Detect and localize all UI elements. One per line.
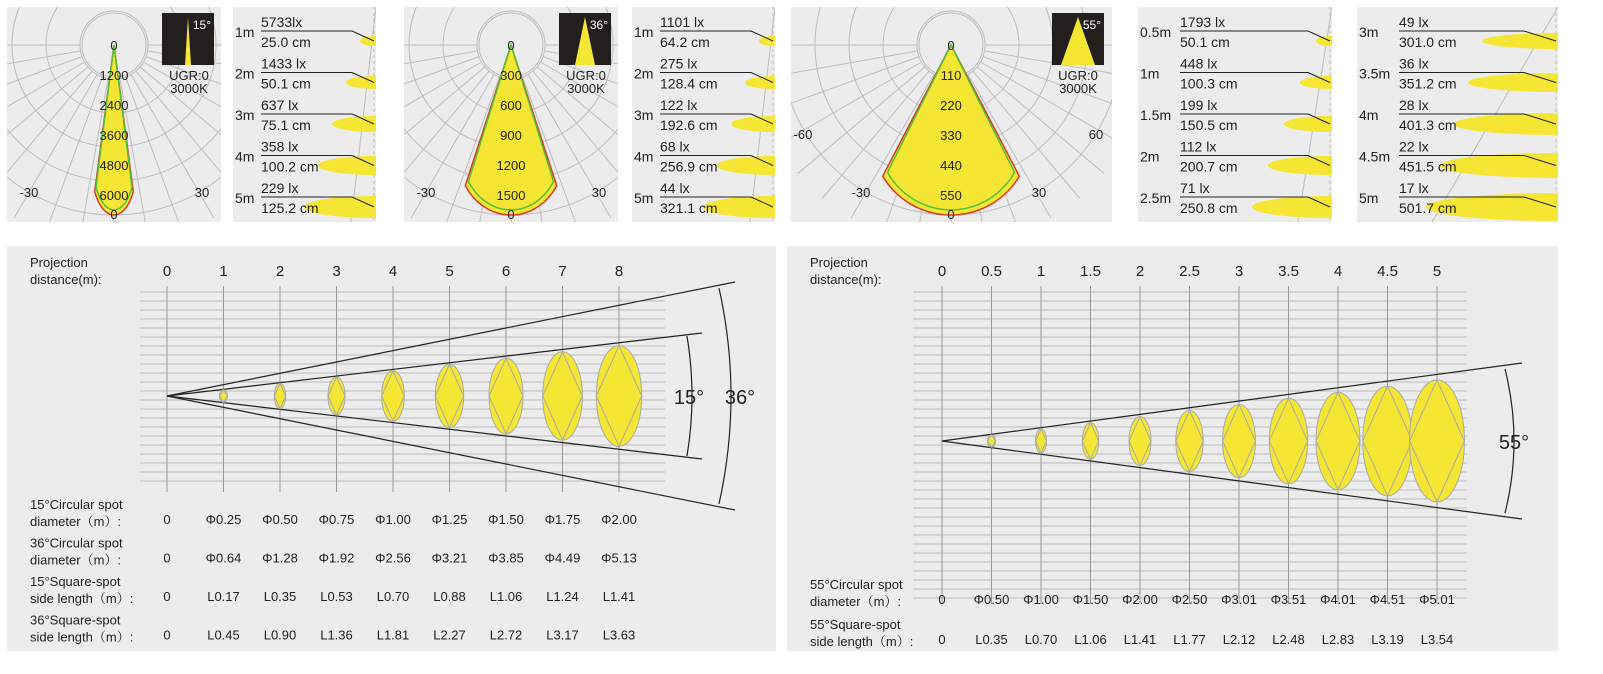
angle-label: 15° (673, 387, 705, 409)
row-value: Φ3.01 (1221, 592, 1257, 607)
polar-radial-tick: 550 (940, 188, 962, 203)
polar-radial-tick: 1500 (496, 188, 526, 203)
polar-bottom-label: 0 (110, 207, 118, 222)
lux-value: 358 lx (261, 138, 299, 155)
distance-label: 2m (1140, 148, 1160, 165)
ugr-label: UGR:0 (566, 68, 606, 83)
polar-spoke (7, 62, 85, 145)
distance-label: 5m (634, 190, 654, 206)
row-value: Φ5.13 (601, 550, 637, 566)
lux-value: 448 lx (1180, 55, 1218, 72)
spot-diameter-value: 451.5 cm (1399, 158, 1457, 175)
row-value: Φ2.56 (375, 550, 411, 566)
lux-value: 36 lx (1399, 55, 1429, 72)
row-value: Φ1.50 (1072, 592, 1109, 607)
row-value: Φ5.01 (1419, 592, 1455, 607)
row-value: L1.77 (1173, 632, 1206, 647)
row-label: 36°Circular spot (30, 535, 123, 551)
spot-diameter-value: 321.1 cm (660, 200, 718, 216)
lux-value: 44 lx (660, 180, 690, 196)
row-label: 55°Circular spot (810, 577, 903, 592)
distance-label: 2m (634, 65, 654, 82)
row-value: L1.41 (602, 589, 636, 604)
polar-angle-label: 30 (591, 185, 607, 200)
spot-diameter-value: 25.0 cm (261, 34, 311, 50)
polar-bottom-label: 0 (507, 207, 515, 222)
polar-center-label: 0 (947, 38, 955, 53)
row-value: Φ1.00 (1023, 592, 1059, 607)
row-value: L0.53 (320, 589, 353, 604)
polar-radial-tick: 1200 (496, 158, 526, 173)
row-value: Φ0.50 (262, 512, 298, 527)
projection-label: Projection (810, 255, 868, 270)
row-value: L0.35 (975, 632, 1008, 647)
row-value: Φ0.64 (205, 550, 242, 566)
row-value: Φ3.51 (1270, 592, 1307, 607)
spot-ellipse (1454, 113, 1558, 135)
row-label: 15°Square-spot (30, 574, 121, 589)
row-value: Φ0.25 (205, 512, 242, 527)
distance-tick: 2 (1135, 263, 1145, 280)
spot-diameter-value: 501.7 cm (1399, 200, 1457, 216)
spot-ellipse (1252, 196, 1332, 218)
row-value: Φ1.25 (431, 512, 468, 527)
lux-value: 229 lx (261, 180, 299, 196)
distance-tick: 3.5 (1278, 263, 1299, 280)
polar-radial-tick: 1200 (99, 68, 129, 83)
distance-tick: 0 (162, 263, 172, 280)
distance-label: 1m (235, 24, 255, 40)
distance-tick: 0.5 (981, 263, 1002, 280)
row-value: 0 (938, 592, 946, 607)
row-value: L2.48 (1272, 632, 1305, 647)
spot-ellipse (1284, 116, 1332, 132)
polar-spoke (404, 51, 478, 80)
row-value: 0 (163, 627, 171, 643)
lux-value: 22 lx (1399, 138, 1429, 155)
polar-center-label: 0 (507, 38, 515, 53)
distance-tick: 3 (1234, 263, 1244, 280)
spot-ellipse (1268, 156, 1332, 175)
distance-label: 1.5m (1140, 107, 1172, 123)
polar-radial-tick: 6000 (99, 188, 129, 203)
row-label: side length（m）: (810, 634, 914, 649)
distance-tick: 1 (219, 263, 228, 280)
distance-tick: 2.5 (1179, 263, 1200, 280)
row-value: Φ4.51 (1369, 592, 1406, 607)
row-value: L3.63 (602, 627, 636, 643)
lux-value: 1433 lx (261, 55, 307, 72)
row-value: Φ2.00 (1122, 592, 1158, 607)
row-value: Φ4.01 (1320, 592, 1356, 607)
row-value: L0.70 (1024, 632, 1058, 647)
lux-value: 49 lx (1399, 14, 1429, 30)
distance-label: 5m (235, 190, 255, 206)
row-value: L1.06 (489, 589, 523, 604)
distance-label: 3m (1359, 24, 1379, 40)
spot-diameter-value: 100.3 cm (1180, 75, 1238, 92)
beam-badge-label: 55° (1082, 18, 1101, 32)
spot-diameter-value: 250.8 cm (1180, 200, 1238, 216)
spot-diameter-value: 128.4 cm (660, 75, 718, 92)
row-value: Φ3.21 (431, 550, 468, 566)
lux-value: 17 lx (1399, 180, 1429, 196)
polar-spoke (7, 71, 92, 198)
projection-diagram-55 (787, 246, 1558, 651)
spot-ellipse (332, 116, 376, 132)
lux-value: 1793 lx (1180, 14, 1226, 30)
angle-label: 55° (1498, 432, 1530, 454)
polar-angle-label: 60 (1088, 127, 1104, 142)
distance-tick: 7 (558, 263, 567, 280)
polar-radial-tick: 110 (940, 68, 962, 83)
spot-diameter-value: 75.1 cm (261, 117, 311, 133)
row-value: Φ0.50 (973, 592, 1010, 607)
distance-label: 2m (235, 65, 255, 82)
lux-value: 122 lx (660, 97, 698, 113)
lux-value: 637 lx (261, 97, 299, 113)
polar-radial-tick: 3600 (99, 128, 129, 143)
row-value: Φ1.28 (262, 550, 298, 566)
projection-svg (787, 246, 1558, 651)
distance-label: 3.5m (1359, 65, 1391, 82)
spot-ellipse (717, 156, 775, 175)
spot-ellipse (1300, 76, 1332, 89)
lux-value: 275 lx (660, 55, 698, 72)
illuminance-table-svg (233, 7, 376, 222)
distance-label: 4m (634, 148, 654, 165)
polar-radial-tick: 300 (500, 68, 522, 83)
row-value: Φ3.85 (488, 550, 524, 566)
spot-ellipse (1482, 33, 1558, 49)
polar-angle-label: -60 (793, 127, 813, 142)
distance-tick: 5 (1432, 263, 1442, 280)
lux-value: 5733lx (261, 14, 303, 30)
spot-diameter-value: 200.7 cm (1180, 158, 1238, 175)
lux-value: 28 lx (1399, 97, 1429, 113)
lux-value: 71 lx (1180, 180, 1210, 196)
polar-angle-label: 30 (1031, 185, 1047, 200)
row-value: Φ2.50 (1171, 592, 1208, 607)
polar-spoke (7, 51, 81, 80)
row-value: Φ1.50 (488, 512, 524, 527)
illuminance-table-15 (233, 7, 376, 222)
row-value: L0.90 (263, 627, 297, 643)
row-label: 55°Square-spot (810, 617, 901, 632)
polar-spoke (791, 57, 919, 114)
row-value: L0.45 (207, 627, 240, 643)
row-label: diameter（m）: (30, 552, 122, 568)
polar-radial-tick: 900 (500, 128, 522, 143)
distance-tick: 4 (1333, 263, 1343, 280)
projection-label: distance(m): (810, 272, 882, 287)
row-value: 0 (163, 550, 171, 566)
spot-diameter-value: 50.1 cm (1180, 34, 1230, 50)
row-label: 36°Square-spot (30, 612, 121, 628)
projection-label: distance(m): (30, 272, 102, 287)
row-label: 15°Circular spot (30, 497, 123, 512)
projection-diagram-15-36 (7, 246, 776, 651)
row-value: Φ4.49 (544, 550, 581, 566)
distance-tick: 2 (275, 263, 285, 280)
spot-ellipse (1440, 153, 1558, 178)
spot-ellipse (731, 116, 775, 132)
distance-label: 5m (1359, 190, 1379, 206)
row-value: L3.54 (1420, 632, 1454, 647)
row-value: L0.17 (207, 589, 240, 604)
lux-value: 1101 lx (660, 14, 705, 30)
lux-value: 112 lx (1180, 138, 1217, 155)
row-value: 0 (938, 632, 946, 647)
cct-label: 3000K (567, 81, 605, 96)
illuminance-table-36 (632, 7, 775, 222)
row-value: Φ1.92 (318, 550, 355, 566)
distance-tick: 1 (1036, 263, 1046, 280)
distance-label: 3m (634, 107, 654, 123)
projection-svg (7, 246, 776, 651)
row-value: 0 (163, 589, 171, 604)
spot-ellipse (346, 76, 376, 89)
row-value: Φ1.75 (544, 512, 581, 527)
polar-bottom-label: 0 (947, 207, 955, 222)
row-value: L1.06 (1074, 632, 1107, 647)
polar-chart-svg (404, 7, 618, 222)
polar-spoke (404, 62, 482, 145)
lux-value: 199 lx (1180, 97, 1218, 113)
spot-diameter-value: 401.3 cm (1399, 117, 1457, 133)
distance-label: 2.5m (1140, 190, 1172, 206)
spot-ellipse (1468, 73, 1558, 92)
row-value: L1.24 (546, 589, 579, 604)
row-value: Φ1.00 (375, 512, 411, 527)
row-value: Φ2.00 (601, 512, 637, 527)
illuminance-table-55-far (1357, 7, 1558, 222)
distance-tick: 6 (501, 263, 511, 280)
distance-label: 4m (1359, 107, 1379, 123)
polar-radial-tick: 2400 (99, 98, 129, 113)
spot-ellipse (745, 76, 775, 89)
row-value: L1.41 (1123, 632, 1157, 647)
distance-tick: 3 (332, 263, 341, 280)
row-value: L2.83 (1321, 632, 1355, 647)
distance-tick: 5 (445, 263, 454, 280)
distance-label: 3m (235, 107, 255, 123)
polar-radial-tick: 220 (940, 98, 962, 113)
distance-tick: 0 (937, 263, 947, 280)
polar-center-label: 0 (110, 38, 118, 53)
row-label: side length（m）: (30, 591, 134, 606)
distance-label: 4.5m (1359, 148, 1391, 165)
polar-radial-tick: 440 (940, 158, 962, 173)
distance-tick: 4 (388, 263, 398, 280)
distance-tick: 4.5 (1377, 263, 1398, 280)
spot-diameter-value: 50.1 cm (261, 75, 311, 92)
spot-diameter-value: 100.2 cm (261, 158, 319, 175)
cct-label: 3000K (1059, 81, 1097, 96)
polar-chart-36 (404, 7, 618, 222)
angle-label: 36° (724, 387, 756, 409)
row-value: L3.19 (1371, 632, 1404, 647)
distance-label: 4m (235, 148, 255, 165)
row-value: L0.70 (376, 589, 410, 604)
row-value: L3.17 (546, 627, 579, 643)
row-value: L2.27 (433, 627, 466, 643)
beam-badge-label: 36° (589, 18, 608, 32)
polar-angle-label: -30 (19, 185, 39, 200)
distance-tick: 8 (614, 263, 624, 280)
distance-label: 1m (634, 24, 654, 40)
illuminance-table-svg (1138, 7, 1332, 222)
polar-angle-label: -30 (851, 185, 871, 200)
ugr-label: UGR:0 (1058, 68, 1098, 83)
row-value: L0.35 (263, 589, 297, 604)
row-value: L2.12 (1222, 632, 1256, 647)
polar-chart-15 (7, 7, 221, 222)
row-value: L2.72 (489, 627, 523, 643)
row-label: side length（m）: (30, 629, 134, 645)
spot-ellipse (318, 156, 376, 175)
polar-angle-label: 30 (194, 185, 210, 200)
ugr-label: UGR:0 (169, 68, 209, 83)
lux-value: 68 lx (660, 138, 690, 155)
row-value: 0 (163, 512, 171, 527)
row-value: L1.36 (320, 627, 353, 643)
row-value: L0.88 (433, 589, 466, 604)
polar-chart-svg (7, 7, 221, 222)
row-value: Φ0.75 (318, 512, 355, 527)
cct-label: 3000K (170, 81, 208, 96)
spot-diameter-value: 125.2 cm (261, 200, 319, 216)
illuminance-table-svg (632, 7, 775, 222)
row-value: L1.81 (376, 627, 410, 643)
spot-diameter-value: 64.2 cm (660, 34, 710, 50)
spot-diameter-value: 351.2 cm (1399, 75, 1457, 92)
spot-diameter-value: 150.5 cm (1180, 117, 1238, 133)
polar-angle-label: -30 (416, 185, 436, 200)
polar-radial-tick: 4800 (99, 158, 129, 173)
projection-label: Projection (30, 255, 88, 270)
polar-radial-tick: 600 (500, 98, 522, 113)
distance-label: 1m (1140, 65, 1160, 82)
polar-chart-svg (791, 7, 1112, 222)
row-label: diameter（m）: (30, 514, 122, 529)
distance-tick: 1.5 (1080, 263, 1101, 280)
row-label: diameter（m）: (810, 594, 902, 609)
polar-chart-55 (791, 7, 1112, 222)
spot-diameter-value: 301.0 cm (1399, 34, 1457, 50)
distance-label: 0.5m (1140, 24, 1172, 40)
spot-diameter-value: 192.6 cm (660, 117, 718, 133)
beam-badge-label: 15° (192, 18, 211, 32)
illuminance-table-55-near (1138, 7, 1332, 222)
spot-diameter-value: 256.9 cm (660, 158, 718, 175)
illuminance-table-svg (1357, 7, 1558, 222)
polar-radial-tick: 330 (940, 128, 962, 143)
